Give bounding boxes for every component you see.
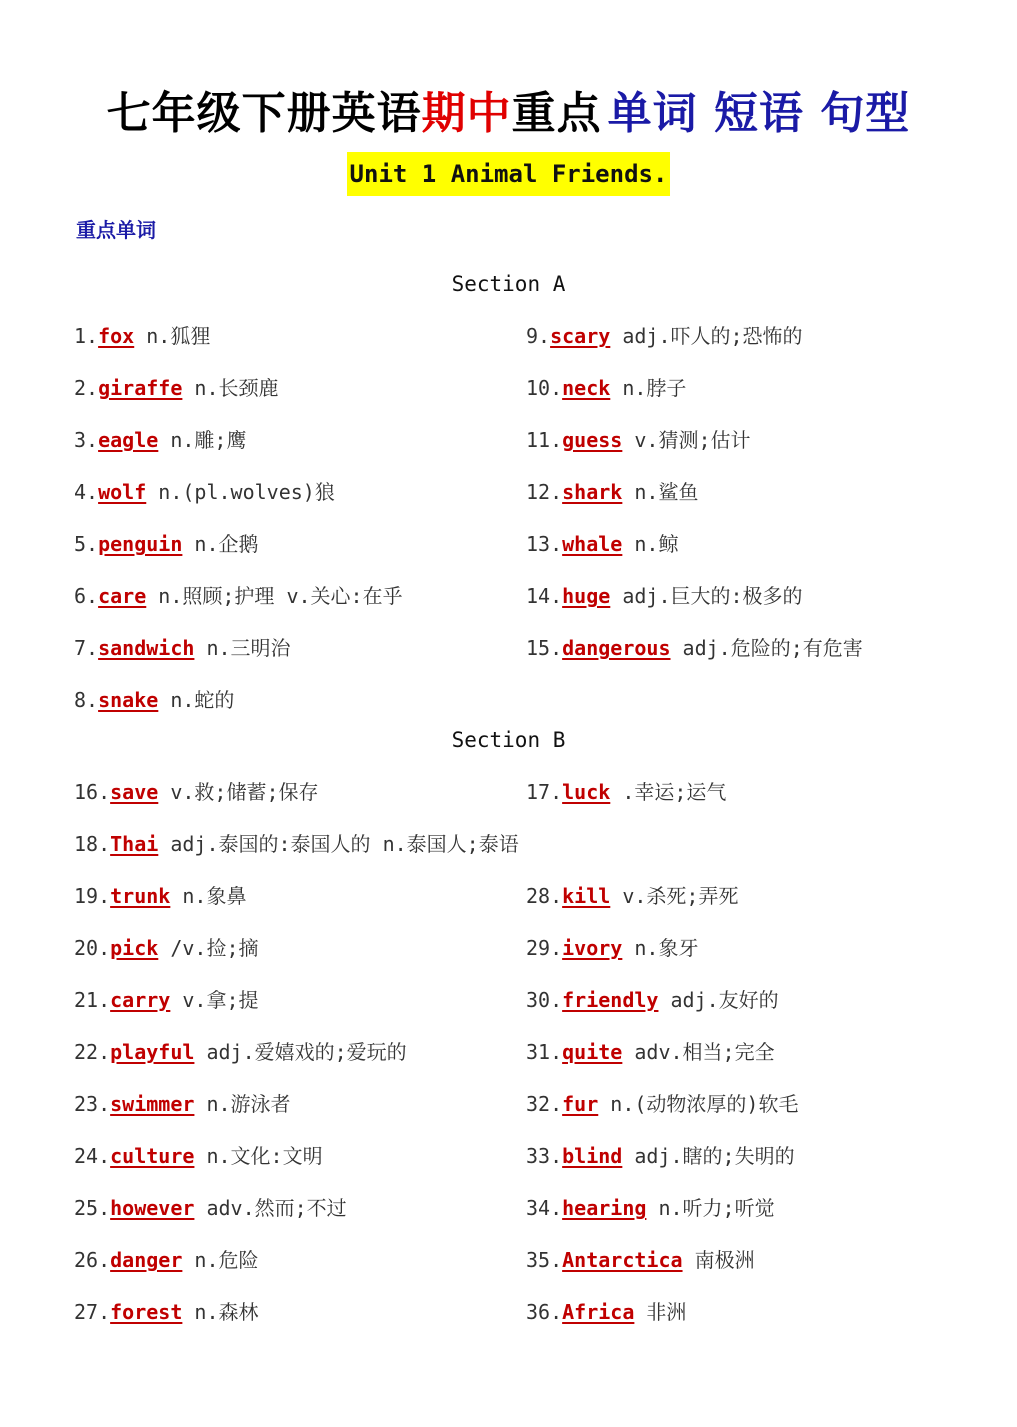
entry-definition: n.鲸 (622, 532, 679, 556)
vocab-entry (526, 476, 698, 508)
vocab-entry (74, 828, 519, 860)
entry-word: giraffe (98, 376, 183, 400)
vocab-entry (74, 1244, 259, 1276)
vocab-entry (526, 1244, 755, 1276)
vocab-entry (526, 320, 803, 352)
entry-definition: adj.巨大的:极多的 (610, 584, 803, 608)
entry-number: 3. (74, 428, 99, 452)
entry-word: friendly (562, 988, 659, 1012)
entry-word: penguin (98, 532, 183, 556)
vocab-entry (74, 320, 210, 352)
entry-definition: adv.然而;不过 (194, 1196, 347, 1220)
vocab-entry (526, 528, 678, 560)
vocab-entry (74, 424, 246, 456)
entry-definition: adj.爱嬉戏的;爱玩的 (194, 1040, 407, 1064)
entry-word: carry (110, 988, 171, 1012)
entry-definition: v.杀死;弄死 (610, 884, 739, 908)
entry-definition: n.象鼻 (170, 884, 247, 908)
entry-number: 15. (526, 636, 563, 660)
entry-number: 25. (74, 1196, 111, 1220)
entry-definition: .幸运;运气 (610, 780, 727, 804)
entry-number: 24. (74, 1144, 111, 1168)
title-part-grade: 七年级下册英语 (106, 88, 422, 139)
entry-definition: n.企鹅 (182, 532, 259, 556)
entry-number: 34. (526, 1196, 563, 1220)
entry-definition: n.照顾;护理 v.关心:在乎 (146, 584, 403, 608)
vocab-entry (74, 528, 259, 560)
vocab-entry (74, 684, 234, 716)
entry-number: 36. (526, 1300, 563, 1324)
entry-number: 14. (526, 584, 563, 608)
entry-definition: n.(动物浓厚的)软毛 (598, 1092, 799, 1116)
vocab-entry (74, 1036, 407, 1068)
entry-word: blind (562, 1144, 623, 1168)
page-title (0, 82, 1017, 146)
vocab-entry (526, 1088, 798, 1120)
entry-word: huge (562, 584, 611, 608)
title-part-midterm: 期中 (421, 88, 512, 139)
entry-number: 6. (74, 584, 99, 608)
entry-word: care (98, 584, 147, 608)
entry-definition: n.森林 (182, 1300, 259, 1324)
vocab-entry (74, 1140, 323, 1172)
entry-definition: n.狐狸 (134, 324, 211, 348)
entry-word: Thai (110, 832, 159, 856)
entry-word: eagle (98, 428, 159, 452)
entry-definition: adj.友好的 (658, 988, 779, 1012)
vocab-entry (74, 476, 335, 508)
entry-number: 9. (526, 324, 551, 348)
entry-number: 28. (526, 884, 563, 908)
entry-definition: n.脖子 (610, 376, 687, 400)
vocab-entry (526, 776, 726, 808)
entry-number: 32. (526, 1092, 563, 1116)
entry-word: Antarctica (562, 1248, 683, 1272)
entry-definition: v.猜测;估计 (622, 428, 751, 452)
vocab-entry (74, 632, 291, 664)
entry-definition: adj.泰国的:泰国人的 n.泰国人;泰语 (158, 832, 519, 856)
entry-word: scary (550, 324, 611, 348)
entry-number: 21. (74, 988, 111, 1012)
entry-definition: n.长颈鹿 (182, 376, 279, 400)
entry-definition: n.三明治 (194, 636, 291, 660)
entry-number: 20. (74, 936, 111, 960)
vocab-entry (74, 1088, 291, 1120)
entry-definition: v.拿;提 (170, 988, 259, 1012)
entry-number: 33. (526, 1144, 563, 1168)
entry-number: 11. (526, 428, 563, 452)
vocab-entry (526, 984, 779, 1016)
vocab-entry (74, 880, 246, 912)
vocab-entry (526, 372, 686, 404)
entry-number: 19. (74, 884, 111, 908)
entry-definition: 非洲 (634, 1300, 687, 1324)
vocab-entry (526, 1296, 686, 1328)
entry-word: kill (562, 884, 611, 908)
entry-number: 17. (526, 780, 563, 804)
section-a-heading: Section A (451, 272, 566, 296)
entry-word: danger (110, 1248, 183, 1272)
title-part-words-phrases: 单词 短语 句型 (607, 88, 911, 139)
entry-number: 27. (74, 1300, 111, 1324)
entry-word: however (110, 1196, 195, 1220)
entry-word: culture (110, 1144, 195, 1168)
entry-word: ivory (562, 936, 623, 960)
entry-word: hearing (562, 1196, 647, 1220)
vocab-entry (526, 1140, 795, 1172)
entry-word: save (110, 780, 159, 804)
section-b-heading: Section B (451, 728, 566, 752)
entry-word: Africa (562, 1300, 635, 1324)
entry-number: 13. (526, 532, 563, 556)
entry-number: 10. (526, 376, 563, 400)
entry-number: 8. (74, 688, 99, 712)
entry-word: pick (110, 936, 159, 960)
entry-number: 29. (526, 936, 563, 960)
entry-number: 5. (74, 532, 99, 556)
vocab-entry (526, 932, 698, 964)
vocab-entry (74, 932, 259, 964)
entry-definition: adj.吓人的;恐怖的 (610, 324, 803, 348)
entry-definition: 南极洲 (682, 1248, 755, 1272)
entry-number: 22. (74, 1040, 111, 1064)
entry-definition: n.蛇的 (158, 688, 235, 712)
entry-number: 16. (74, 780, 111, 804)
entry-definition: n.听力;听觉 (646, 1196, 775, 1220)
entry-definition: adj.危险的;有危害 (670, 636, 863, 660)
vocab-entry (74, 776, 319, 808)
entry-definition: v.救;储蓄;保存 (158, 780, 319, 804)
entry-definition: /v.捡;摘 (158, 936, 259, 960)
entry-number: 7. (74, 636, 99, 660)
title-part-key: 重点 (511, 88, 602, 139)
vocab-entry (526, 424, 751, 456)
entry-word: guess (562, 428, 623, 452)
entry-definition: n.文化:文明 (194, 1144, 323, 1168)
vocab-entry (74, 984, 259, 1016)
unit-title: Unit 1 Animal Friends. (347, 152, 671, 196)
entry-definition: n.雕;鹰 (158, 428, 247, 452)
vocab-entry (526, 1036, 775, 1068)
entry-word: dangerous (562, 636, 671, 660)
entry-word: forest (110, 1300, 183, 1324)
entry-word: wolf (98, 480, 147, 504)
entry-number: 26. (74, 1248, 111, 1272)
entry-definition: n.(pl.wolves)狼 (146, 480, 335, 504)
entry-word: snake (98, 688, 159, 712)
entry-definition: n.象牙 (622, 936, 699, 960)
entry-number: 18. (74, 832, 111, 856)
entry-word: swimmer (110, 1092, 195, 1116)
entry-word: quite (562, 1040, 623, 1064)
entry-word: trunk (110, 884, 171, 908)
vocab-entry (74, 1296, 259, 1328)
entry-word: whale (562, 532, 623, 556)
entry-definition: adj.瞎的;失明的 (622, 1144, 795, 1168)
entry-definition: adv.相当;完全 (622, 1040, 775, 1064)
entry-number: 12. (526, 480, 563, 504)
vocab-entry (74, 372, 279, 404)
vocab-entry (526, 1192, 775, 1224)
vocab-entry (526, 580, 803, 612)
entry-word: playful (110, 1040, 195, 1064)
entry-word: neck (562, 376, 611, 400)
key-words-label: 重点单词 (76, 218, 156, 242)
vocab-entry (526, 632, 863, 664)
vocab-entry (74, 580, 403, 612)
entry-number: 35. (526, 1248, 563, 1272)
entry-number: 2. (74, 376, 99, 400)
entry-word: shark (562, 480, 623, 504)
entry-number: 23. (74, 1092, 111, 1116)
entry-word: luck (562, 780, 611, 804)
entry-number: 31. (526, 1040, 563, 1064)
vocab-entry (526, 880, 738, 912)
entry-word: sandwich (98, 636, 195, 660)
vocab-entry (74, 1192, 347, 1224)
entry-number: 30. (526, 988, 563, 1012)
entry-definition: n.鲨鱼 (622, 480, 699, 504)
entry-word: fur (562, 1092, 599, 1116)
entry-number: 4. (74, 480, 99, 504)
entry-definition: n.游泳者 (194, 1092, 291, 1116)
entry-definition: n.危险 (182, 1248, 259, 1272)
unit-title-wrapper (0, 152, 1017, 196)
entry-number: 1. (74, 324, 99, 348)
entry-word: fox (98, 324, 135, 348)
